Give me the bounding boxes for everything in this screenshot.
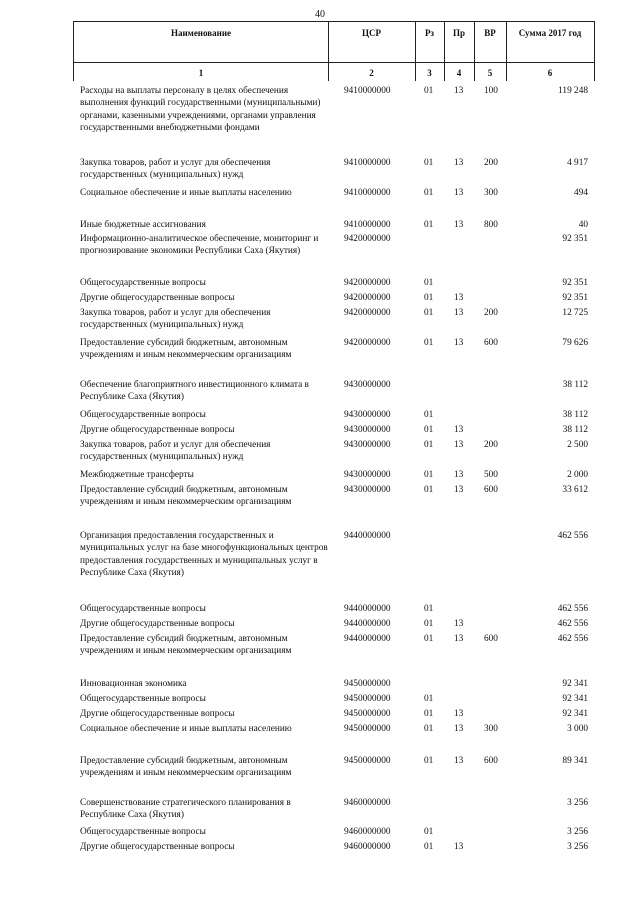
cell-sum: 462 556 xyxy=(557,634,588,644)
cell-rz: 01 xyxy=(424,756,434,766)
col-number-1: 1 xyxy=(198,68,204,78)
cell-name: Общегосударственные вопросы xyxy=(80,827,206,837)
cell-sum: 92 351 xyxy=(562,234,588,244)
cell-rz: 01 xyxy=(424,188,434,198)
cell-pr: 13 xyxy=(454,220,464,230)
cell-rz: 01 xyxy=(424,604,434,614)
header-csr: ЦСР xyxy=(362,28,381,38)
cell-name: Закупка товаров, работ и услуг для обеспечения государственных (муниципальных) нужд xyxy=(80,158,271,181)
cell-pr: 13 xyxy=(454,470,464,480)
cell-csr: 9440000000 xyxy=(344,604,391,614)
cell-pr: 13 xyxy=(454,724,464,734)
cell-name: Расходы на выплаты персоналу в целях обеспечения выполнения функций государственными (муниципальными) органами, казенными учреждениями, органами управления государственными внебюджетными фондами xyxy=(80,86,321,133)
cell-sum: 89 341 xyxy=(562,756,588,766)
cell-csr: 9430000000 xyxy=(344,410,391,420)
cell-name: Предоставление субсидий бюджетным, автономным учреждениям и иным некоммерческим организациям xyxy=(80,338,292,361)
cell-pr: 13 xyxy=(454,158,464,168)
col-number-3: 3 xyxy=(427,68,432,78)
cell-pr: 13 xyxy=(454,619,464,629)
cell-sum: 38 112 xyxy=(562,425,588,435)
cell-pr: 13 xyxy=(454,86,464,96)
header-vr: ВР xyxy=(484,28,496,38)
cell-name: Закупка товаров, работ и услуг для обеспечения государственных (муниципальных) нужд xyxy=(80,308,271,331)
cell-rz: 01 xyxy=(424,308,434,318)
cell-vr: 200 xyxy=(484,308,498,318)
cell-sum: 92 351 xyxy=(562,293,588,303)
cell-sum: 2 000 xyxy=(567,470,588,480)
cell-pr: 13 xyxy=(454,756,464,766)
cell-vr: 200 xyxy=(484,440,498,450)
cell-name: Предоставление субсидий бюджетным, автономным учреждениям и иным некоммерческим организациям xyxy=(80,485,292,508)
cell-pr: 13 xyxy=(454,293,464,303)
cell-rz: 01 xyxy=(424,293,434,303)
cell-sum: 119 248 xyxy=(558,86,588,96)
cell-rz: 01 xyxy=(424,842,434,852)
cell-rz: 01 xyxy=(424,724,434,734)
header-name: Наименование xyxy=(171,28,231,38)
cell-csr: 9430000000 xyxy=(344,470,391,480)
col-number-4: 4 xyxy=(456,68,462,78)
cell-vr: 800 xyxy=(484,220,498,230)
cell-pr: 13 xyxy=(454,634,464,644)
cell-rz: 01 xyxy=(424,410,434,420)
cell-name: Организация предоставления государственных и муниципальных услуг на базе многофункциональных центров предоставления государственных и муниципальных услуг в Республике Саха (Якутия) xyxy=(80,531,328,578)
cell-name: Иные бюджетные ассигнования xyxy=(80,220,206,230)
cell-csr: 9440000000 xyxy=(344,531,391,541)
cell-name: Общегосударственные вопросы xyxy=(80,410,206,420)
cell-rz: 01 xyxy=(424,709,434,719)
cell-sum: 3 256 xyxy=(567,798,588,808)
cell-vr: 300 xyxy=(484,724,498,734)
cell-csr: 9450000000 xyxy=(344,679,391,689)
cell-rz: 01 xyxy=(424,278,434,288)
cell-rz: 01 xyxy=(424,425,434,435)
cell-sum: 33 612 xyxy=(562,485,588,495)
cell-name: Информационно-аналитическое обеспечение, мониторинг и прогнозирование экономики Республики Саха (Якутия) xyxy=(80,234,319,257)
col-number-5: 5 xyxy=(487,68,493,78)
cell-sum: 38 112 xyxy=(562,380,588,390)
cell-vr: 300 xyxy=(484,188,498,198)
cell-name: Межбюджетные трансферты xyxy=(80,470,194,480)
cell-pr: 13 xyxy=(454,338,464,348)
cell-csr: 9430000000 xyxy=(344,485,391,495)
cell-csr: 9450000000 xyxy=(344,694,391,704)
cell-rz: 01 xyxy=(424,634,434,644)
cell-csr: 9420000000 xyxy=(344,278,391,288)
cell-rz: 01 xyxy=(424,470,434,480)
cell-vr: 600 xyxy=(484,338,498,348)
cell-csr: 9430000000 xyxy=(344,425,391,435)
cell-csr: 9430000000 xyxy=(344,440,391,450)
cell-sum: 3 000 xyxy=(567,724,588,734)
cell-rz: 01 xyxy=(424,827,434,837)
cell-name: Другие общегосударственные вопросы xyxy=(80,425,235,435)
cell-name: Общегосударственные вопросы xyxy=(80,694,206,704)
cell-sum: 92 341 xyxy=(562,694,588,704)
cell-vr: 200 xyxy=(484,158,498,168)
cell-csr: 9450000000 xyxy=(344,756,391,766)
cell-name: Инновационная экономика xyxy=(80,679,187,689)
cell-name: Совершенствование стратегического планирования в Республике Саха (Якутия) xyxy=(80,798,291,821)
cell-pr: 13 xyxy=(454,188,464,198)
cell-pr: 13 xyxy=(454,842,464,852)
cell-sum: 462 556 xyxy=(557,619,588,629)
cell-name: Закупка товаров, работ и услуг для обеспечения государственных (муниципальных) нужд xyxy=(80,440,271,463)
col-number-6: 6 xyxy=(547,68,553,78)
cell-name: Предоставление субсидий бюджетным, автономным учреждениям и иным некоммерческим организациям xyxy=(80,634,292,657)
cell-sum: 3 256 xyxy=(567,827,588,837)
cell-name: Социальное обеспечение и иные выплаты населению xyxy=(80,724,292,734)
cell-pr: 13 xyxy=(454,440,464,450)
cell-name: Общегосударственные вопросы xyxy=(80,278,206,288)
cell-csr: 9410000000 xyxy=(344,86,391,96)
cell-pr: 13 xyxy=(454,308,464,318)
cell-name: Социальное обеспечение и иные выплаты населению xyxy=(80,188,292,198)
cell-name: Предоставление субсидий бюджетным, автономным учреждениям и иным некоммерческим организациям xyxy=(80,756,292,779)
cell-csr: 9460000000 xyxy=(344,798,391,808)
header-pr: Пр xyxy=(452,28,465,38)
cell-csr: 9420000000 xyxy=(344,293,391,303)
cell-name: Другие общегосударственные вопросы xyxy=(80,619,235,629)
cell-sum: 79 626 xyxy=(562,338,588,348)
cell-csr: 9410000000 xyxy=(344,220,391,230)
cell-sum: 2 500 xyxy=(567,440,588,450)
cell-name: Другие общегосударственные вопросы xyxy=(80,293,235,303)
cell-vr: 600 xyxy=(484,485,498,495)
cell-sum: 462 556 xyxy=(557,531,588,541)
cell-csr: 9420000000 xyxy=(344,308,391,318)
cell-rz: 01 xyxy=(424,220,434,230)
cell-csr: 9450000000 xyxy=(344,709,391,719)
cell-csr: 9440000000 xyxy=(344,619,391,629)
cell-rz: 01 xyxy=(424,158,434,168)
cell-csr: 9410000000 xyxy=(344,158,391,168)
cell-csr: 9420000000 xyxy=(344,338,391,348)
cell-rz: 01 xyxy=(424,338,434,348)
header-sum: Сумма 2017 год xyxy=(518,28,582,38)
cell-rz: 01 xyxy=(424,619,434,629)
cell-pr: 13 xyxy=(454,485,464,495)
cell-vr: 600 xyxy=(484,634,498,644)
cell-vr: 500 xyxy=(484,470,498,480)
page-number: 40 xyxy=(315,9,325,20)
cell-csr: 9460000000 xyxy=(344,827,391,837)
cell-sum: 40 xyxy=(578,220,588,230)
cell-rz: 01 xyxy=(424,694,434,704)
cell-sum: 494 xyxy=(574,188,588,198)
cell-csr: 9450000000 xyxy=(344,724,391,734)
cell-sum: 3 256 xyxy=(567,842,588,852)
cell-sum: 38 112 xyxy=(562,410,588,420)
cell-pr: 13 xyxy=(454,709,464,719)
cell-sum: 92 341 xyxy=(562,709,588,719)
cell-csr: 9430000000 xyxy=(344,380,391,390)
cell-rz: 01 xyxy=(424,485,434,495)
cell-pr: 13 xyxy=(454,425,464,435)
cell-csr: 9420000000 xyxy=(344,234,391,244)
cell-sum: 92 351 xyxy=(562,278,588,288)
cell-vr: 100 xyxy=(484,86,498,96)
cell-rz: 01 xyxy=(424,440,434,450)
cell-name: Общегосударственные вопросы xyxy=(80,604,206,614)
header-divider xyxy=(74,62,594,63)
cell-sum: 12 725 xyxy=(562,308,588,318)
cell-name: Другие общегосударственные вопросы xyxy=(80,842,235,852)
cell-name: Другие общегосударственные вопросы xyxy=(80,709,235,719)
cell-sum: 462 556 xyxy=(557,604,588,614)
cell-vr: 600 xyxy=(484,756,498,766)
cell-rz: 01 xyxy=(424,86,434,96)
header-rz: Рз xyxy=(424,28,435,38)
cell-sum: 4 917 xyxy=(567,158,588,168)
cell-csr: 9460000000 xyxy=(344,842,391,852)
cell-csr: 9440000000 xyxy=(344,634,391,644)
col-number-2: 2 xyxy=(369,68,374,78)
cell-sum: 92 341 xyxy=(562,679,588,689)
cell-name: Обеспечение благоприятного инвестиционного климата в Республике Саха (Якутия) xyxy=(80,380,309,403)
table-header xyxy=(73,21,595,81)
cell-csr: 9410000000 xyxy=(344,188,391,198)
